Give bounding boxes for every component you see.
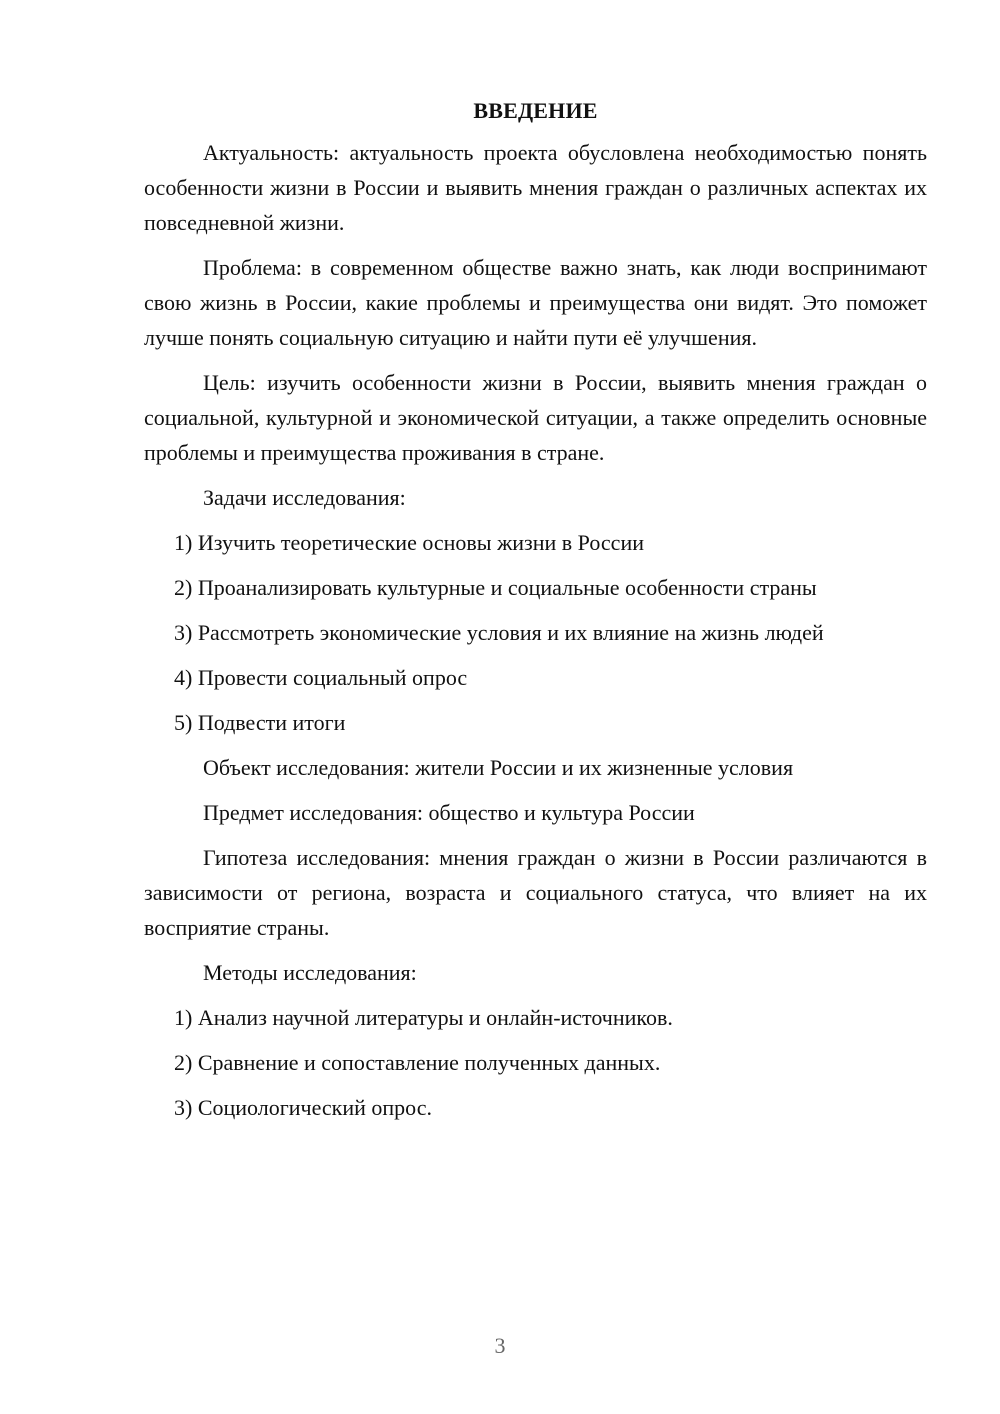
methods-list: [144, 1000, 927, 1125]
relevance-paragraph: Актуальность: актуальность проекта обусловлена необходимостью понять особенности жизни в России и выявить мнения граждан о различных аспектах их повседневной жизни.: [144, 140, 927, 235]
object-paragraph: Объект исследования: жители России и их жизненные условия: [203, 755, 794, 780]
page-content: [144, 93, 927, 1135]
tasks-heading: Задачи исследования:: [203, 485, 406, 510]
list-item: 2) Сравнение и сопоставление полученных данных.: [174, 1050, 661, 1075]
list-item: 3) Рассмотреть экономические условия и их влияние на жизнь людей: [174, 620, 824, 645]
section-title: ВВЕДЕНИЕ: [473, 98, 598, 123]
list-item: 1) Изучить теоретические основы жизни в России: [174, 530, 644, 555]
list-item: 4) Провести социальный опрос: [174, 665, 468, 690]
list-item: 1) Анализ научной литературы и онлайн-источников.: [174, 1005, 673, 1030]
tasks-list: [144, 525, 927, 740]
list-item: 2) Проанализировать культурные и социальные особенности страны: [174, 575, 817, 600]
subject-paragraph: Предмет исследования: общество и культура России: [203, 800, 695, 825]
list-item: 5) Подвести итоги: [174, 710, 346, 735]
page-number: 3: [494, 1333, 506, 1358]
methods-heading: Методы исследования:: [203, 960, 417, 985]
goal-paragraph: Цель: изучить особенности жизни в России, выявить мнения граждан о социальной, культурной и экономической ситуации, а также определить основные проблемы и преимущества проживания в стране.: [144, 370, 927, 465]
problem-paragraph: Проблема: в современном обществе важно знать, как люди воспринимают свою жизнь в России, какие проблемы и преимущества они видят. Это поможет лучше понять социальную ситуацию и найти пути её улучшения.: [144, 255, 927, 350]
hypothesis-paragraph: Гипотеза исследования: мнения граждан о жизни в России различаются в зависимости от региона, возраста и социального статуса, что влияет на их восприятие страны.: [144, 845, 927, 940]
list-item: 3) Социологический опрос.: [174, 1095, 432, 1120]
